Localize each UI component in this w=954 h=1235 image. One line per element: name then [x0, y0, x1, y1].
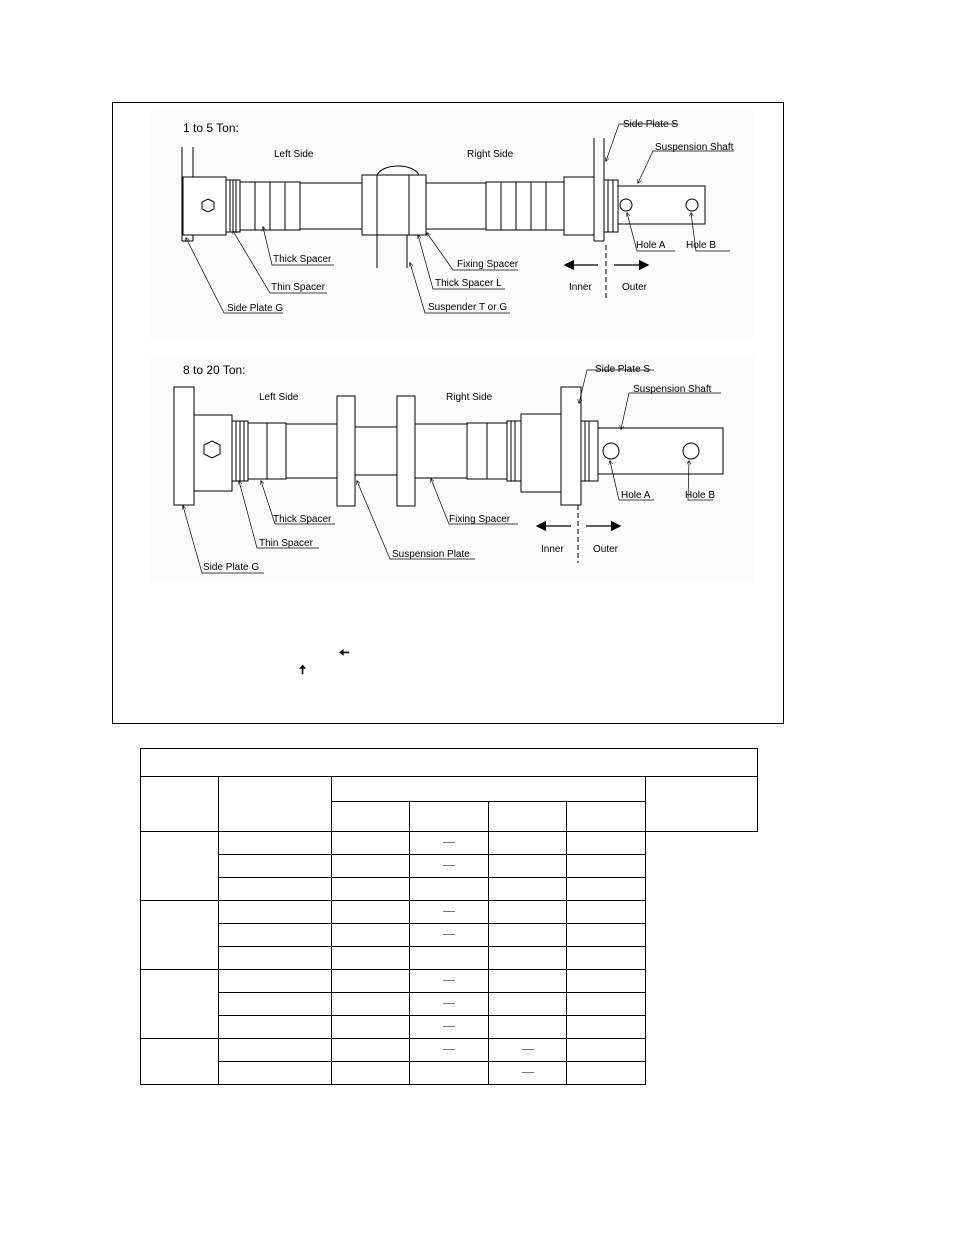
dash-mark [443, 911, 455, 912]
table-cell [410, 1062, 489, 1085]
table-cell [219, 1062, 332, 1085]
table-row [141, 1016, 758, 1039]
table-cell [332, 924, 410, 947]
table-cell [332, 1016, 410, 1039]
table-cell [567, 993, 646, 1016]
table-cell [489, 901, 567, 924]
table-cell [219, 970, 332, 993]
table-cell [410, 832, 489, 855]
spec-table [140, 748, 758, 1085]
table-cell [332, 1062, 410, 1085]
table-cell [410, 970, 489, 993]
table-cell [567, 901, 646, 924]
label-hole-a-bottom: Hole A [621, 490, 651, 501]
label-outer-top: Outer [622, 282, 648, 293]
table-cell [489, 1039, 567, 1062]
table-header-row [141, 777, 758, 802]
table-cell [219, 901, 332, 924]
label-left-side-bottom: Left Side [259, 392, 299, 403]
label-side-plate-g-top: Side Plate G [227, 303, 284, 314]
label-suspension-plate-bottom: Suspension Plate [392, 549, 470, 560]
label-right-side-bottom: Right Side [446, 392, 493, 403]
diagram-frame [112, 102, 784, 724]
table-cell [489, 878, 567, 901]
header-cell [219, 777, 332, 832]
table-cell [141, 901, 219, 970]
table-cell [332, 993, 410, 1016]
dash-mark [443, 1026, 455, 1027]
dash-mark [443, 1003, 455, 1004]
label-thick-spacer-bottom: Thick Spacer [273, 514, 332, 525]
table-row [141, 970, 758, 993]
header-cell [646, 777, 758, 832]
header-cell [141, 777, 219, 832]
label-inner-bottom: Inner [541, 544, 564, 555]
table-cell [489, 1016, 567, 1039]
label-outer-bottom: Outer [593, 544, 619, 555]
table-title-cell [141, 749, 758, 777]
table-cell [567, 1039, 646, 1062]
label-side-plate-s-bottom: Side Plate S [595, 364, 651, 375]
label-inner-top: Inner [569, 282, 592, 293]
label-hole-b-top: Hole B [686, 240, 717, 251]
label-thin-spacer-bottom: Thin Spacer [259, 538, 313, 549]
subheader-cell [489, 802, 567, 832]
label-side-plate-s-top: Side Plate S [623, 119, 679, 130]
table-cell [410, 1016, 489, 1039]
table-cell [410, 924, 489, 947]
table-cell [489, 832, 567, 855]
label-fixing-spacer-bottom: Fixing Spacer [449, 514, 511, 525]
dash-mark [443, 980, 455, 981]
table-cell [489, 1062, 567, 1085]
table-cell [219, 855, 332, 878]
table-cell [567, 832, 646, 855]
table-row [141, 855, 758, 878]
table-cell [489, 924, 567, 947]
table-cell [332, 832, 410, 855]
table-cell [567, 924, 646, 947]
table-row [141, 947, 758, 970]
dash-mark [522, 1072, 534, 1073]
subheader-cell [332, 802, 410, 832]
table-cell [332, 970, 410, 993]
table-row [141, 901, 758, 924]
table-cell [219, 993, 332, 1016]
table-row [141, 1039, 758, 1062]
table-cell [141, 970, 219, 1039]
table-cell [489, 993, 567, 1016]
table-cell [410, 878, 489, 901]
table-cell [141, 832, 219, 901]
table-cell [219, 1016, 332, 1039]
table-cell [567, 970, 646, 993]
table-cell [219, 947, 332, 970]
suspension-diagram [113, 103, 785, 725]
table-cell [332, 947, 410, 970]
table-cell [332, 855, 410, 878]
subheader-cell [410, 802, 489, 832]
label-suspension-shaft-top: Suspension Shaft [655, 142, 734, 153]
table-cell [410, 855, 489, 878]
table-row [141, 1062, 758, 1085]
table-cell [219, 878, 332, 901]
table-cell [567, 1062, 646, 1085]
table-cell [489, 947, 567, 970]
label-thick-spacer-top: Thick Spacer [273, 254, 332, 265]
table-cell [410, 1039, 489, 1062]
label-hole-b-bottom: Hole B [685, 490, 716, 501]
top-title: 1 to 5 Ton: [183, 121, 239, 135]
arrow-up-icon: 🠥 [299, 662, 307, 677]
label-suspender-top: Suspender T or G [428, 302, 508, 313]
label-fixing-spacer-top: Fixing Spacer [457, 259, 519, 270]
label-thick-spacer-l-top: Thick Spacer L [435, 278, 502, 289]
table-cell [332, 1039, 410, 1062]
table-title-row [141, 749, 758, 777]
table-cell [489, 855, 567, 878]
table-cell [332, 901, 410, 924]
table-cell [219, 924, 332, 947]
table-cell [567, 1016, 646, 1039]
table-row [141, 832, 758, 855]
arrow-left-icon: 🠤 [339, 645, 350, 660]
table-cell [332, 878, 410, 901]
label-right-side-top: Right Side [467, 149, 514, 160]
table-cell [489, 970, 567, 993]
table-cell [410, 993, 489, 1016]
table-cell [567, 878, 646, 901]
label-thin-spacer-top: Thin Spacer [271, 282, 325, 293]
table-cell [410, 947, 489, 970]
table-cell [567, 947, 646, 970]
table-cell [219, 1039, 332, 1062]
table-cell [567, 855, 646, 878]
label-left-side-top: Left Side [274, 149, 314, 160]
table-row [141, 878, 758, 901]
table-row [141, 993, 758, 1016]
dash-mark [522, 1049, 534, 1050]
dash-mark [443, 1049, 455, 1050]
label-hole-a-top: Hole A [636, 240, 666, 251]
bottom-title: 8 to 20 Ton: [183, 363, 246, 377]
dash-mark [443, 865, 455, 866]
label-suspension-shaft-bottom: Suspension Shaft [633, 384, 712, 395]
label-side-plate-g-bottom: Side Plate G [203, 562, 260, 573]
table-body [141, 832, 758, 1085]
header-cell [332, 777, 646, 802]
subheader-cell [567, 802, 646, 832]
table-cell [410, 901, 489, 924]
table-row [141, 924, 758, 947]
table-cell [219, 832, 332, 855]
table-cell [141, 1039, 219, 1085]
dash-mark [443, 842, 455, 843]
dash-mark [443, 934, 455, 935]
